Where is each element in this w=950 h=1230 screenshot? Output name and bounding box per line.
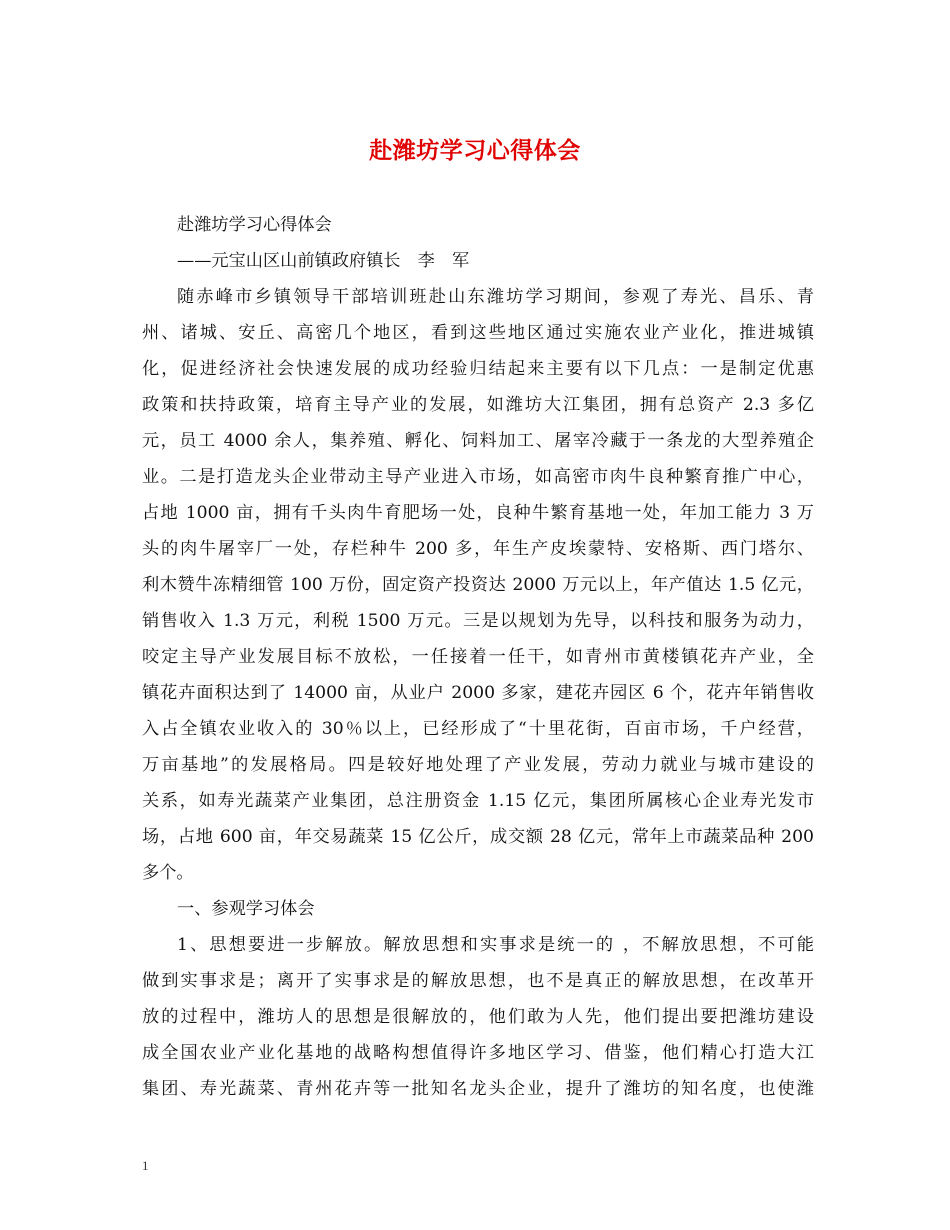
text-line: 入占全镇农业收入的 30％以上，已经形成了“十里花街，百亩市场，千户经营， [142,719,814,739]
text-line: 随赤峰市乡镇领导干部培训班赴山东潍坊学习期间，参观了寿光、昌乐、青 [177,287,814,307]
document-body [142,207,814,1107]
document-title: 赴潍坊学习心得体会 [369,137,581,164]
text-line: 销售收入 1.3 万元，利税 1500 万元。三是以规划为先导，以科技和服务为动力， [142,611,814,631]
text-line: 咬定主导产业发展目标不放松，一任接着一任干，如青州市黄楼镇花卉产业，全 [142,647,814,667]
text-line: 利木赞牛冻精细管 100 万份，固定资产投资达 2000 万元以上，年产值达 1.5 亿元， [142,575,814,595]
text-line: 州、诸城、安丘、高密几个地区，看到这些地区通过实施农业产业化，推进城镇 [142,323,814,343]
text-line: 场，占地 600 亩，年交易蔬菜 15 亿公斤，成交额 28 亿元，常年上市蔬菜品种 200 [142,827,814,847]
text-line: ——元宝山区山前镇政府镇长 李 军 [177,251,470,271]
text-line: 多个。 [142,863,194,883]
text-line: 化，促进经济社会快速发展的成功经验归结起来主要有以下几点：一是制定优惠 [142,359,814,379]
text-line: 一、参观学习体会 [177,899,315,919]
text-line: 赴潍坊学习心得体会 [177,215,332,235]
text-line: 成全国农业产业化基地的战略构想值得许多地区学习、借鉴，他们精心打造大江 [142,1043,814,1063]
text-line: 政策和扶持政策，培育主导产业的发展，如潍坊大江集团，拥有总资产 2.3 多亿 [142,395,814,415]
text-line: 集团、寿光蔬菜、青州花卉等一批知名龙头企业，提升了潍坊的知名度，也使潍 [142,1079,814,1099]
text-line: 关系，如寿光蔬菜产业集团，总注册资金 1.15 亿元，集团所属核心企业寿光发市 [142,791,814,811]
text-line: 放的过程中，潍坊人的思想是很解放的，他们敢为人先，他们提出要把潍坊建设 [142,1007,814,1027]
text-line: 占地 1000 亩，拥有千头肉牛育肥场一处，良种牛繁育基地一处，年加工能力 3 万 [142,503,814,523]
page-number: 1 [142,1158,149,1173]
text-line: 万亩基地”的发展格局。四是较好地处理了产业发展，劳动力就业与城市建设的 [142,755,814,775]
text-line: 元，员工 4000 余人，集养殖、孵化、饲料加工、屠宰冷藏于一条龙的大型养殖企 [142,431,814,451]
text-line: 镇花卉面积达到了 14000 亩，从业户 2000 多家，建花卉园区 6 个，花卉年销售收 [142,683,814,703]
text-line: 1、思想要进一步解放。解放思想和实事求是统一的 ，不解放思想，不可能 [177,935,814,955]
text-line: 业。二是打造龙头企业带动主导产业进入市场，如高密市肉牛良种繁育推广中心， [142,467,814,487]
text-line: 头的肉牛屠宰厂一处，存栏种牛 200 多，年生产皮埃蒙特、安格斯、西门塔尔、 [142,539,814,559]
text-line: 做到实事求是；离开了实事求是的解放思想，也不是真正的解放思想，在改革开 [142,971,814,991]
